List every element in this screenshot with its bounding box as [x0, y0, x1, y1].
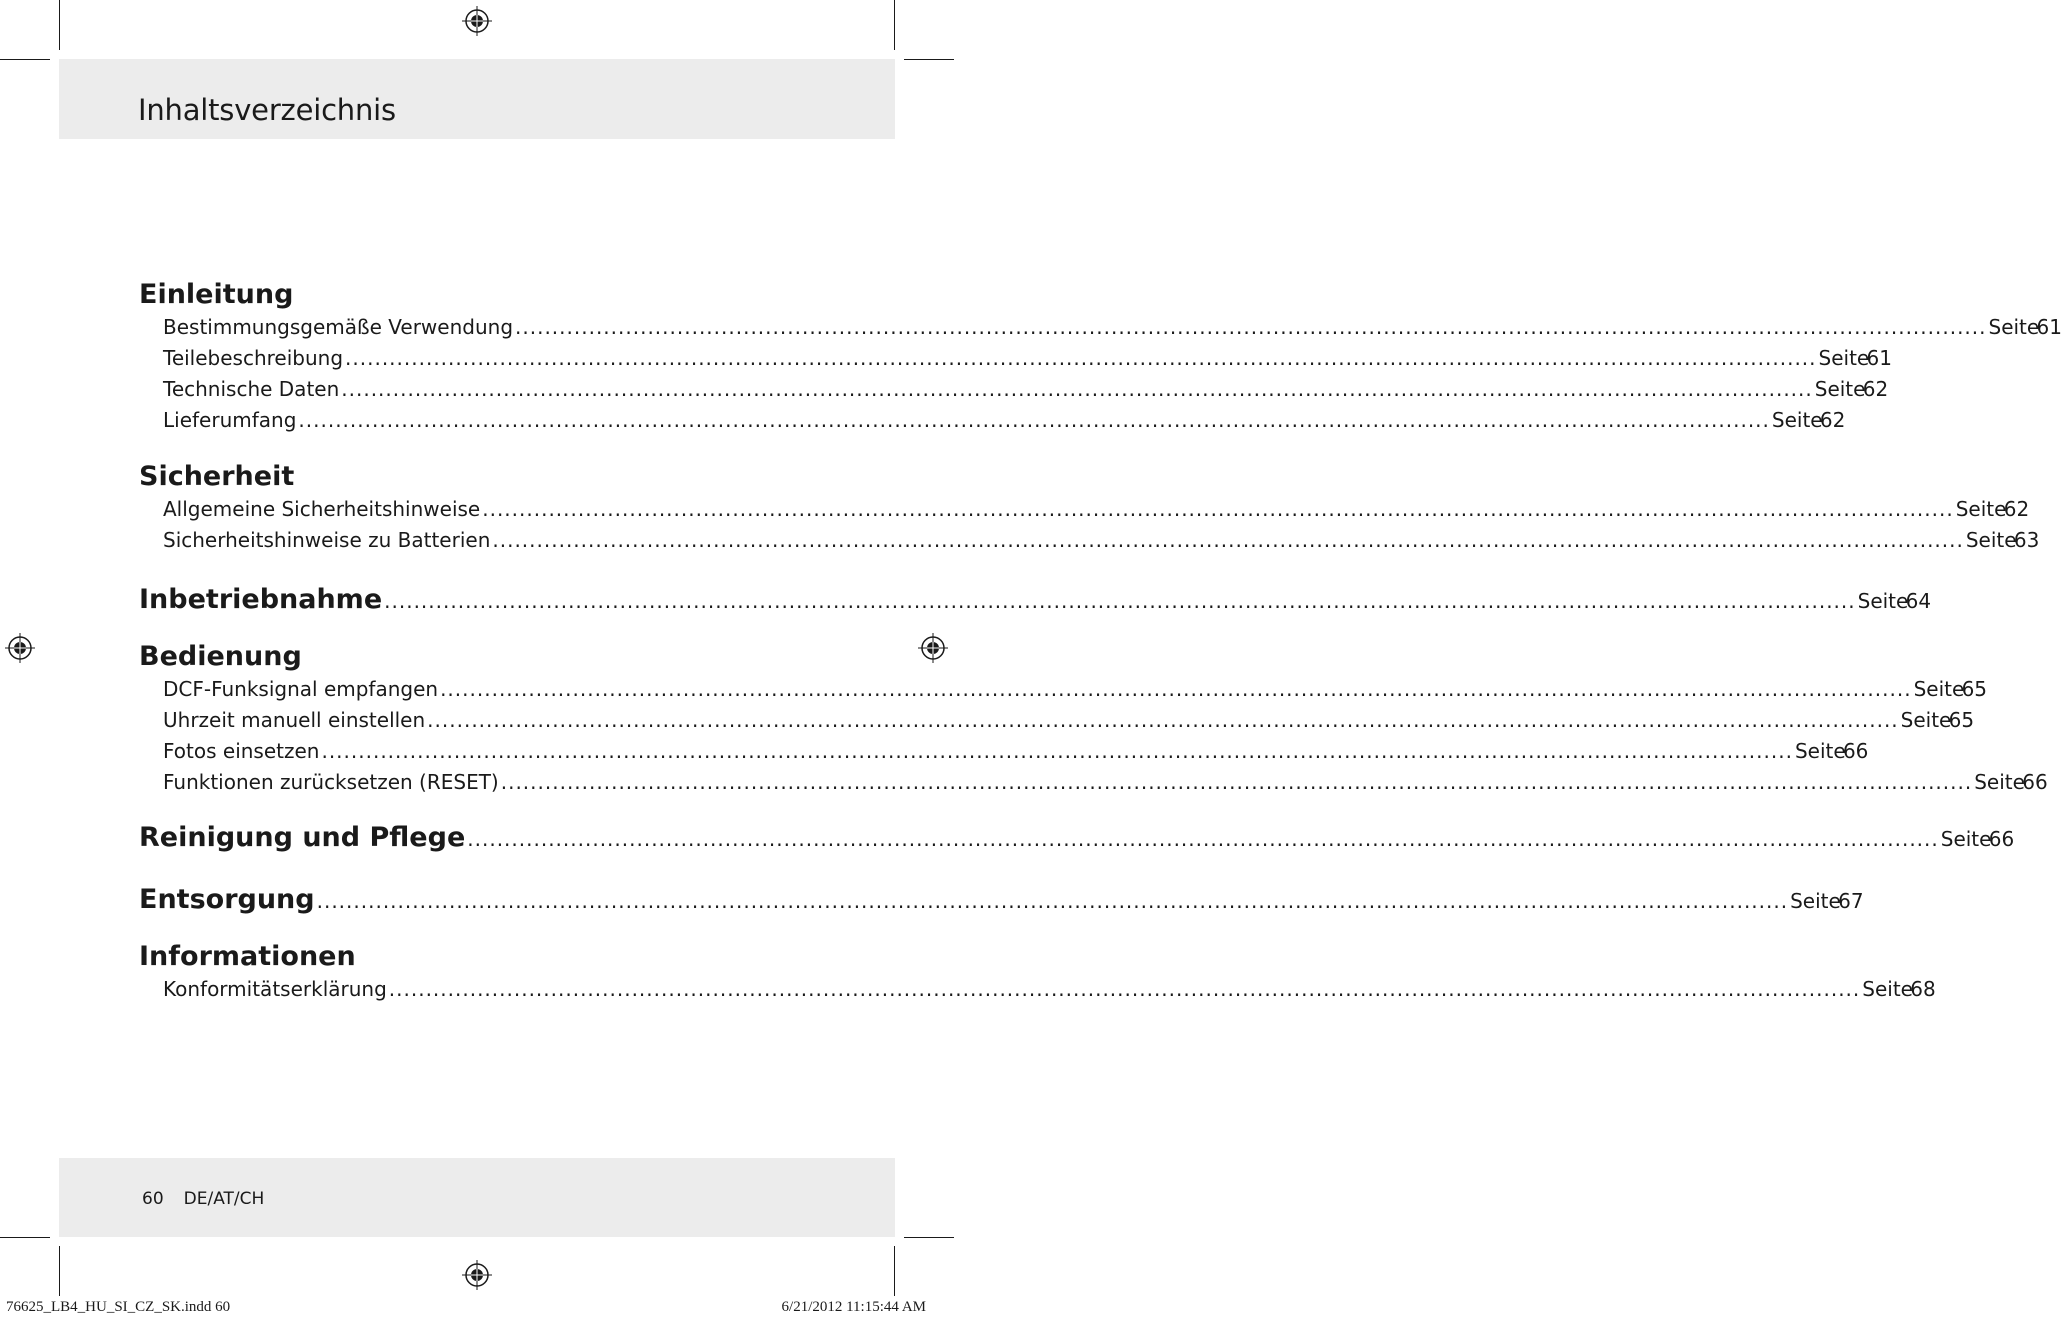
seite-label: Seite	[1771, 408, 1823, 432]
toc-section-entsorgung[interactable]	[139, 880, 1864, 920]
crop-mark	[904, 1237, 954, 1238]
entry-label: Teilebeschreibung	[163, 346, 344, 370]
leader-dots: ........................................................................................................................................................................................................	[427, 708, 1899, 732]
page-number: 61	[1866, 346, 1892, 370]
crop-mark	[894, 1246, 895, 1296]
toc-entry[interactable]	[139, 736, 1869, 767]
leader-dots: ........................................................................................................................................................................................................	[345, 346, 1817, 370]
leader-dots: ........................................................................................................................................................................................................	[500, 770, 1973, 794]
toc-entry[interactable]	[139, 312, 2062, 343]
page-number: 64	[1905, 589, 1932, 613]
entry-label: Sicherheitshinweise zu Batterien	[163, 528, 491, 552]
toc-entry[interactable]	[139, 705, 1975, 736]
seite-label: Seite	[1790, 889, 1841, 913]
toc-section-informationen	[139, 940, 1936, 1005]
toc-section-inbetriebnahme[interactable]	[139, 580, 1932, 620]
footer-page-number: 60	[142, 1189, 164, 1209]
leader-dots: ........................................................................................................................................................................................................	[384, 589, 1856, 613]
entry-label: DCF-Funksignal empfangen	[163, 677, 439, 701]
footer-region: DE/AT/CH	[183, 1189, 265, 1209]
footer	[142, 1189, 264, 1209]
seite-label: Seite	[1988, 315, 2040, 339]
page-number: 67	[1838, 889, 1864, 913]
leader-dots: ........................................................................................................................................................................................................	[316, 889, 1789, 913]
page-number: 63	[2013, 528, 2040, 552]
seite-label: Seite	[1818, 346, 1870, 370]
toc-entry[interactable]	[139, 374, 1889, 405]
crop-mark	[0, 59, 50, 60]
toc-entry[interactable]	[139, 974, 1936, 1005]
crop-mark	[59, 1246, 60, 1296]
section-title: Reinigung und Pflege	[139, 822, 466, 853]
entry-label: Funktionen zurücksetzen (RESET)	[163, 770, 499, 794]
section-title[interactable]: Einleitung	[139, 279, 294, 310]
toc-section-sicherheit	[139, 460, 2040, 556]
entry-label: Lieferumfang	[163, 408, 297, 432]
leader-dots: ........................................................................................................................................................................................................	[388, 977, 1861, 1001]
page-number: 62	[1862, 377, 1889, 401]
crop-mark	[894, 0, 895, 50]
slug-timestamp: 6/21/2012 11:15:44 AM	[781, 1299, 926, 1315]
page-number: 66	[2022, 770, 2048, 794]
toc-entry[interactable]	[139, 767, 2048, 798]
toc-entry[interactable]	[139, 674, 1988, 705]
toc-entry[interactable]	[139, 405, 1846, 436]
leader-dots: ........................................................................................................................................................................................................	[467, 827, 1939, 851]
leader-dots: ........................................................................................................................................................................................................	[482, 497, 1954, 521]
entry-label: Technische Daten	[163, 377, 340, 401]
registration-mark-icon	[918, 633, 948, 663]
toc-section-bedienung	[139, 640, 2048, 798]
entry-label: Fotos einsetzen	[163, 739, 320, 763]
page-number: 65	[1961, 677, 1988, 701]
section-title[interactable]: Sicherheit	[139, 461, 295, 492]
slug-filename: 76625_LB4_HU_SI_CZ_SK.indd 60	[6, 1299, 231, 1315]
seite-label: Seite	[1857, 589, 1909, 613]
registration-mark-icon	[462, 1260, 492, 1290]
page-number: 65	[1948, 708, 1975, 732]
leader-dots: ........................................................................................................................................................................................................	[440, 677, 1912, 701]
page-number: 62	[2003, 497, 2030, 521]
toc-section-reinigung[interactable]	[139, 818, 2015, 858]
seite-label: Seite	[1974, 770, 2025, 794]
page-number: 61	[2036, 315, 2062, 339]
entry-label: Uhrzeit manuell einstellen	[163, 708, 426, 732]
leader-dots: ........................................................................................................................................................................................................	[321, 739, 1793, 763]
seite-label: Seite	[1955, 497, 2007, 521]
seite-label: Seite	[1965, 528, 2017, 552]
toc-section-einleitung	[139, 278, 2062, 436]
entry-label: Konformitätserklärung	[163, 977, 387, 1001]
crop-mark	[59, 0, 60, 50]
page-number: 68	[1910, 977, 1936, 1001]
seite-label: Seite	[1794, 739, 1846, 763]
crop-mark	[0, 1237, 50, 1238]
leader-dots: ........................................................................................................................................................................................................	[298, 408, 1770, 432]
seite-label: Seite	[1913, 677, 1965, 701]
toc-entry[interactable]	[139, 494, 2030, 525]
crop-mark	[904, 59, 954, 60]
toc-entry[interactable]	[139, 343, 1892, 374]
registration-mark-icon	[462, 6, 492, 36]
section-title: Inbetriebnahme	[139, 584, 383, 615]
page-number: 66	[1842, 739, 1869, 763]
section-title[interactable]: Informationen	[139, 941, 356, 972]
leader-dots: ........................................................................................................................................................................................................	[492, 528, 1964, 552]
toc-entry[interactable]	[139, 525, 2040, 556]
page-number: 66	[1988, 827, 2015, 851]
entry-label: Bestimmungsgemäße Verwendung	[163, 315, 514, 339]
section-title[interactable]: Bedienung	[139, 641, 302, 672]
seite-label: Seite	[1862, 977, 1913, 1001]
leader-dots: ........................................................................................................................................................................................................	[341, 377, 1813, 401]
seite-label: Seite	[1940, 827, 1992, 851]
seite-label: Seite	[1900, 708, 1952, 732]
seite-label: Seite	[1814, 377, 1866, 401]
section-title: Entsorgung	[139, 884, 315, 915]
page-title: Inhaltsverzeichnis	[138, 93, 396, 127]
table-of-contents	[139, 278, 2062, 1005]
leader-dots: ........................................................................................................................................................................................................	[515, 315, 1987, 339]
registration-mark-icon	[5, 633, 35, 663]
page-number: 62	[1819, 408, 1846, 432]
entry-label: Allgemeine Sicherheitshinweise	[163, 497, 481, 521]
